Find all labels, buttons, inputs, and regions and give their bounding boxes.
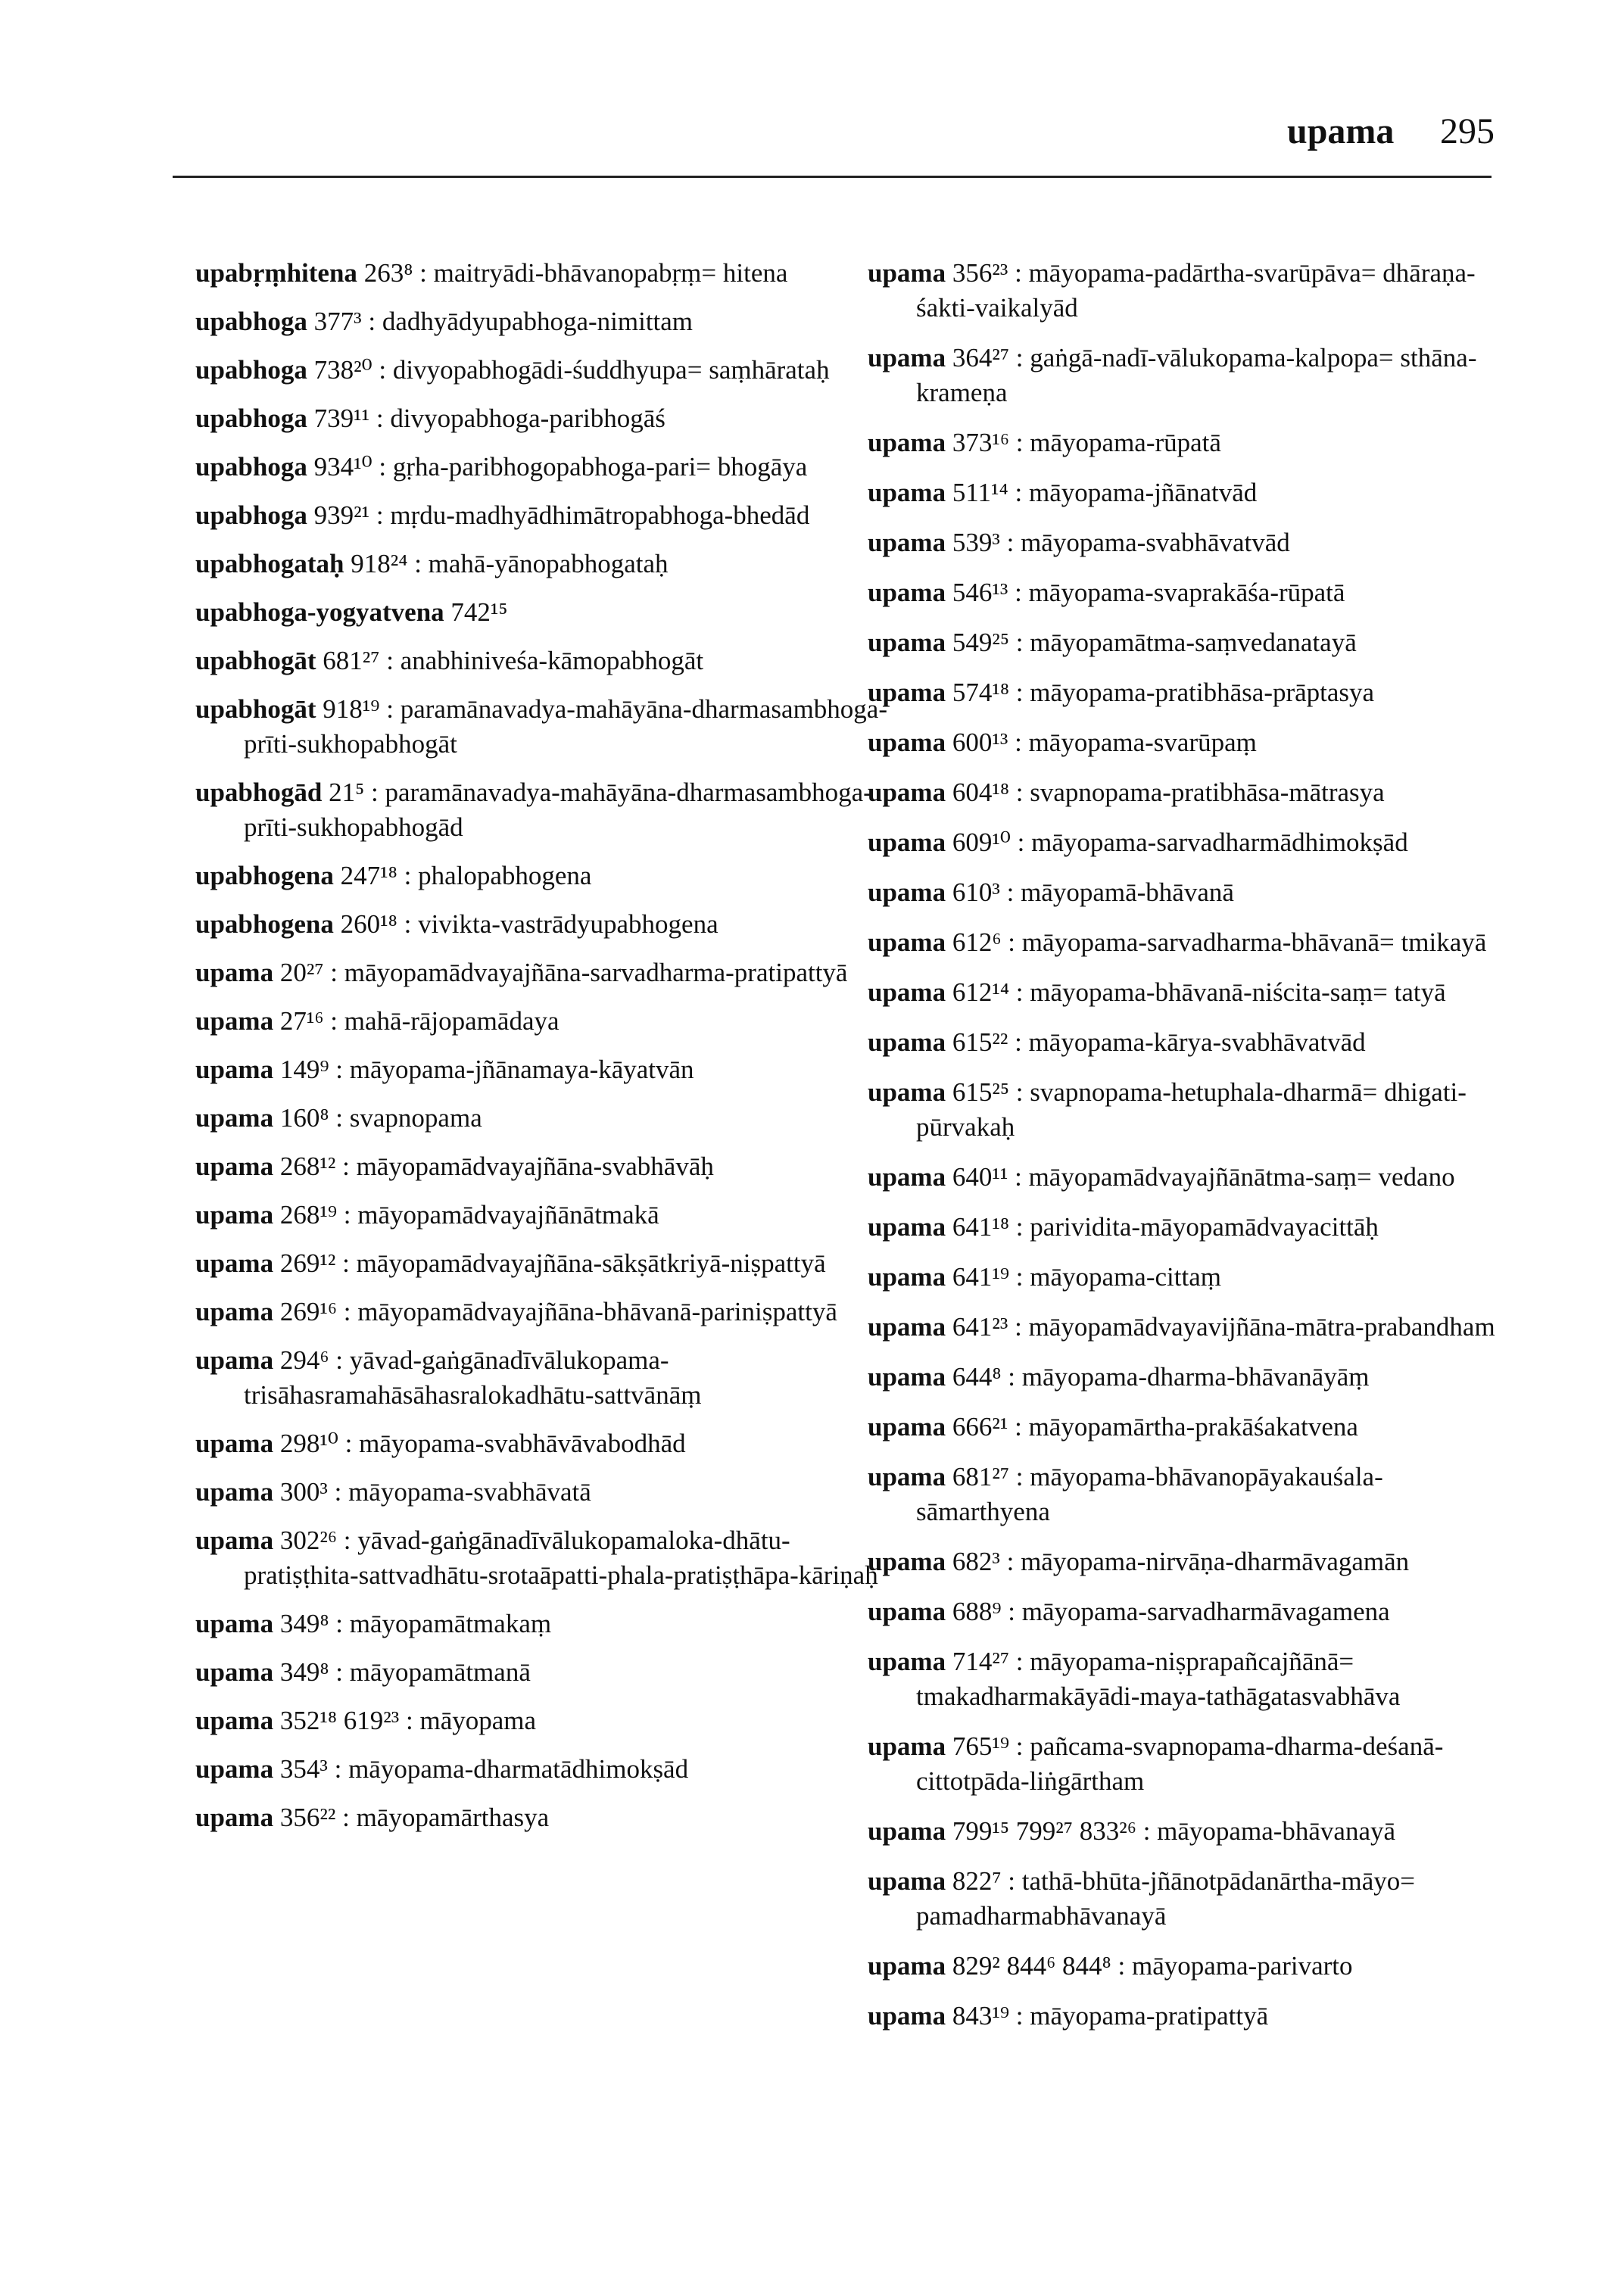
entry-reference: 20²⁷ <box>279 958 324 987</box>
entry-gloss: māyopamādvayavijñāna-mātra-prabandham <box>1028 1312 1495 1342</box>
entry-headword: upama <box>868 2001 946 2031</box>
entry-headword: upabhogāt <box>195 694 316 724</box>
entry-gloss: divyopabhoga-paribhogāś <box>390 404 665 433</box>
entry-gloss: phalopabhogena <box>418 861 592 890</box>
entry-gloss: māyopamādvayajñānātmakā <box>357 1200 659 1230</box>
index-entry: upama 843¹⁹ : māyopama-pratipattyā <box>868 2001 1269 2031</box>
entry-gloss: māyopamādvayajñānātma-saṃ= vedano <box>1028 1162 1455 1192</box>
entry-gloss: māyopama-pratibhāsa-prāptasya <box>1030 678 1375 707</box>
index-entry: upama 268¹² : māyopamādvayajñāna-svabhāvāḥ <box>195 1152 714 1181</box>
entry-reference: 681²⁷ <box>952 1462 1010 1491</box>
index-entry: upama 615²² : māyopama-kārya-svabhāvatvād <box>868 1027 1366 1057</box>
entry-reference: 615²⁵ <box>952 1077 1010 1107</box>
entry-reference: 149⁹ <box>279 1055 329 1084</box>
entry-headword: upama <box>868 1462 946 1491</box>
entry-reference: 843¹⁹ <box>952 2001 1010 2031</box>
entry-gloss: māyopamātmakaṃ <box>349 1609 552 1638</box>
index-entry: upama 600¹³ : māyopama-svarūpaṃ <box>868 728 1257 757</box>
entry-reference: 356²³ <box>952 258 1008 288</box>
entry-reference: 739¹¹ <box>313 404 370 433</box>
index-entry: upama 546¹³ : māyopama-svaprakāśa-rūpatā <box>868 578 1345 607</box>
entry-gloss: māyopama-bhāvanā-niścita-saṃ= tatyā <box>1030 977 1446 1007</box>
entry-gloss: māyopama-dharma-bhāvanāyāṃ <box>1021 1362 1370 1392</box>
entry-gloss: māyopamātma-saṃvedanatayā <box>1030 628 1357 657</box>
index-entry: upabṛṃhitena 263⁸ : maitryādi-bhāvanopabṛṃ= hitena <box>195 258 788 288</box>
entry-headword: upama <box>868 1412 946 1442</box>
entry-reference: 714²⁷ <box>952 1647 1010 1676</box>
entry-reference: 641¹⁸ <box>952 1212 1010 1242</box>
entry-headword: upama <box>195 1477 274 1507</box>
index-entry: upama 294⁶ : yāvad-gaṅgānadīvālukopama-trisāhasramahāsāhasralokadhātu-sattvānāṃ <box>195 1345 702 1410</box>
entry-reference: 539³ <box>952 528 1000 557</box>
entry-gloss: māyopama-cittaṃ <box>1030 1262 1221 1292</box>
index-entry: upama 269¹⁶ : māyopamādvayajñāna-bhāvanā-pariniṣpattyā <box>195 1297 837 1326</box>
index-entry: upama 822⁷ : tathā-bhūta-jñānotpādanārtha-māyo= pamadharmabhāvanayā <box>868 1866 1416 1931</box>
entry-headword: upama <box>868 1077 946 1107</box>
entry-gloss: yāvad-gaṅgānadīvālukopama-trisāhasramahāsāhasralokadhātu-sattvānāṃ <box>244 1345 702 1410</box>
entry-headword: upama <box>868 1212 946 1242</box>
index-entry: upama 268¹⁹ : māyopamādvayajñānātmakā <box>195 1200 659 1230</box>
entry-headword: upama <box>195 1706 274 1735</box>
entry-gloss: māyopama-dharmatādhimokṣād <box>348 1754 689 1784</box>
entry-gloss: tathā-bhūta-jñānotpādanārtha-māyo= pamadharmabhāvanayā <box>916 1866 1416 1931</box>
entry-headword: upama <box>868 628 946 657</box>
index-entry: upama 574¹⁸ : māyopama-pratibhāsa-prāptasya <box>868 678 1375 707</box>
entry-reference: 666²¹ <box>952 1412 1008 1442</box>
entry-gloss: māyopama-pratipattyā <box>1030 2001 1269 2031</box>
index-entry: upama 640¹¹ : māyopamādvayajñānātma-saṃ= vedano <box>868 1162 1455 1192</box>
entry-headword: upama <box>868 428 946 457</box>
entry-headword: upabhoga-yogyatvena <box>195 597 444 627</box>
entry-gloss: māyopama-kārya-svabhāvatvād <box>1028 1027 1366 1057</box>
page-number: 295 <box>1440 111 1495 151</box>
entry-headword: upama <box>195 1803 274 1832</box>
index-entry: upabhogataḥ 918²⁴ : mahā-yānopabhogataḥ <box>195 549 669 578</box>
entry-reference: 21⁵ <box>329 778 365 807</box>
entry-headword: upabhogataḥ <box>195 549 344 578</box>
left-column <box>195 256 899 1835</box>
entry-headword: upama <box>868 828 946 857</box>
entry-gloss: gaṅgā-nadī-vālukopama-kalpopa= sthāna-krameṇa <box>916 343 1477 407</box>
entry-gloss: vivikta-vastrādyupabhogena <box>418 909 718 939</box>
index-entry: upabhogād 21⁵ : paramānavadya-mahāyāna-dharmasambhoga-prīti-sukhopabhogād <box>195 778 872 842</box>
entry-reference: 300³ <box>279 1477 328 1507</box>
entry-gloss: māyopamādvayajñāna-svabhāvāḥ <box>356 1152 714 1181</box>
entry-reference: 247¹⁸ <box>340 861 397 890</box>
entry-gloss: māyopama-svabhāvatā <box>348 1477 591 1507</box>
index-entry: upama 644⁸ : māyopama-dharma-bhāvanāyāṃ <box>868 1362 1370 1392</box>
entry-headword: upama <box>868 1597 946 1626</box>
entry-headword: upama <box>195 1055 274 1084</box>
entry-gloss: māyopama <box>419 1706 537 1735</box>
entry-reference: 615²² <box>952 1027 1008 1057</box>
entry-reference: 364²⁷ <box>952 343 1010 372</box>
index-entry: upama 604¹⁸ : svapnopama-pratibhāsa-mātrasya <box>868 778 1385 807</box>
entry-reference: 644⁸ <box>952 1362 1002 1392</box>
entry-headword: upama <box>868 343 946 372</box>
entry-headword: upama <box>868 1951 946 1981</box>
entry-headword: upama <box>868 528 946 557</box>
entry-reference: 738²⁰ <box>313 355 372 385</box>
index-entry: upama 364²⁷ : gaṅgā-nadī-vālukopama-kalpopa= sthāna-krameṇa <box>868 343 1477 407</box>
entry-gloss: mahā-yānopabhogataḥ <box>428 549 669 578</box>
entry-reference: 546¹³ <box>952 578 1008 607</box>
entry-reference: 681²⁷ <box>323 646 380 675</box>
index-entry: upabhoga 934¹⁰ : gṛha-paribhogopabhoga-pari= bhogāya <box>195 452 808 482</box>
index-entry: upama 27¹⁶ : mahā-rājopamādaya <box>195 1006 560 1036</box>
index-entry: upama 609¹⁰ : māyopama-sarvadharmādhimokṣād <box>868 828 1408 857</box>
entry-reference: 160⁸ <box>279 1103 329 1133</box>
entry-gloss: māyopamātmanā <box>349 1657 531 1687</box>
index-entry: upabhogena 247¹⁸ : phalopabhogena <box>195 861 592 890</box>
entry-headword: upama <box>195 1006 274 1036</box>
entry-headword: upama <box>195 1152 274 1181</box>
entry-reference: 298¹⁰ <box>279 1429 338 1458</box>
entry-gloss: māyopama-svaprakāśa-rūpatā <box>1028 578 1345 607</box>
index-entry: upama 641¹⁸ : parividita-māyopamādvayacittāḥ <box>868 1212 1379 1242</box>
entry-reference: 600¹³ <box>952 728 1008 757</box>
index-entry: upabhoga 738²⁰ : divyopabhogādi-śuddhyupa= saṃhārataḥ <box>195 355 830 385</box>
entry-reference: 260¹⁸ <box>340 909 397 939</box>
entry-headword: upama <box>868 478 946 507</box>
entry-gloss: māyopama-bhāvanayā <box>1157 1816 1396 1846</box>
entry-gloss: yāvad-gaṅgānadīvālukopamaloka-dhātu-pratiṣṭhita-sattvadhātu-srotaāpatti-phala-pratiṣṭhāpa-kāriṇaḥ <box>244 1526 878 1590</box>
entry-headword: upama <box>195 1103 274 1133</box>
index-entry: upama 612¹⁴ : māyopama-bhāvanā-niścita-saṃ= tatyā <box>868 977 1446 1007</box>
entry-headword: upama <box>195 958 274 987</box>
index-entry: upama 352¹⁸ 619²³ : māyopama <box>195 1706 537 1735</box>
entry-headword: upama <box>868 1731 946 1761</box>
entry-headword: upama <box>195 1526 274 1555</box>
entry-reference: 688⁹ <box>952 1597 1002 1626</box>
entry-headword: upama <box>868 1362 946 1392</box>
entry-headword: upama <box>868 1547 946 1576</box>
entry-gloss: anabhiniveśa-kāmopabhogāt <box>400 646 704 675</box>
entry-headword: upama <box>195 1609 274 1638</box>
entry-gloss: māyopama-sarvadharma-bhāvanā= tmikayā <box>1021 927 1487 957</box>
entry-reference: 511¹⁴ <box>952 478 1008 507</box>
entry-gloss: māyopamādvayajñāna-sarvadharma-pratipattyā <box>344 958 848 987</box>
entry-gloss: svapnopama-hetuphala-dharmā= dhigati-pūrvakaḥ <box>916 1077 1467 1142</box>
entry-gloss: māyopama-rūpatā <box>1030 428 1221 457</box>
entry-headword: upama <box>195 1248 274 1278</box>
entry-gloss: māyopama-bhāvanopāyakauśala-sāmarthyena <box>916 1462 1383 1526</box>
entry-reference: 27¹⁶ <box>279 1006 324 1036</box>
entry-gloss: pañcama-svapnopama-dharma-deśanā-cittotpāda-liṅgārtham <box>916 1731 1444 1796</box>
entry-gloss: māyopama-niṣprapañcajñānā= tmakadharmakāyādi-maya-tathāgatasvabhāva <box>916 1647 1401 1711</box>
entry-reference: 263⁸ <box>363 258 413 288</box>
entry-headword: upama <box>868 1162 946 1192</box>
index-entry <box>195 595 899 630</box>
entry-gloss: māyopama-parivarto <box>1131 1951 1353 1981</box>
entry-headword: upama <box>868 678 946 707</box>
index-entry: upama 373¹⁶ : māyopama-rūpatā <box>868 428 1221 457</box>
entry-gloss: mṛdu-madhyādhimātropabhoga-bhedād <box>390 500 810 530</box>
entry-reference: 641²³ <box>952 1312 1008 1342</box>
entry-reference: 829² 844⁶ 844⁸ <box>952 1951 1111 1981</box>
entry-reference: 269¹⁶ <box>279 1297 338 1326</box>
entry-reference: 918¹⁹ <box>323 694 380 724</box>
entry-gloss: māyopamārthasya <box>356 1803 550 1832</box>
index-entry: upama 149⁹ : māyopama-jñānamaya-kāyatvān <box>195 1055 694 1084</box>
index-entry: upama 349⁸ : māyopamātmakaṃ <box>195 1609 552 1638</box>
index-entry: upama 302²⁶ : yāvad-gaṅgānadīvālukopamaloka-dhātu-pratiṣṭhita-sattvadhātu-srotaāpatti-phala-pratiṣṭhāpa-kāriṇaḥ <box>195 1526 878 1590</box>
index-entry: upama 681²⁷ : māyopama-bhāvanopāyakauśala-sāmarthyena <box>868 1462 1383 1526</box>
index-entry: upabhogāt 681²⁷ : anabhiniveśa-kāmopabhogāt <box>195 646 704 675</box>
entry-reference: 354³ <box>279 1754 328 1784</box>
entry-gloss: māyopama-svarūpaṃ <box>1028 728 1257 757</box>
entry-headword: upama <box>195 1345 274 1375</box>
index-entry: upama 549²⁵ : māyopamātma-saṃvedanatayā <box>868 628 1357 657</box>
entry-reference: 742¹⁵ <box>450 597 508 627</box>
index-entry: upama 765¹⁹ : pañcama-svapnopama-dharma-deśanā-cittotpāda-liṅgārtham <box>868 1731 1444 1796</box>
index-entry: upama 356²² : māyopamārthasya <box>195 1803 550 1832</box>
entry-reference: 918²⁴ <box>351 549 408 578</box>
entry-headword: upama <box>868 1262 946 1292</box>
entry-reference: 610³ <box>952 877 1000 907</box>
entry-gloss: māyopama-jñānamaya-kāyatvān <box>349 1055 694 1084</box>
entry-gloss: māyopama-sarvadharmādhimokṣād <box>1031 828 1408 857</box>
entry-gloss: māyopama-svabhāvāvabodhād <box>359 1429 686 1458</box>
entry-headword: upabhoga <box>195 404 307 433</box>
index-entry: upama 682³ : māyopama-nirvāṇa-dharmāvagamān <box>868 1547 1410 1576</box>
index-entry: upama 799¹⁵ 799²⁷ 833²⁶ : māyopama-bhāvanayā <box>868 1816 1396 1846</box>
index-entry: upama 641²³ : māyopamādvayavijñāna-mātra-prabandham <box>868 1312 1495 1342</box>
entry-reference: 268¹⁹ <box>279 1200 338 1230</box>
entry-headword: upama <box>868 578 946 607</box>
entry-reference: 373¹⁶ <box>952 428 1010 457</box>
entry-headword: upama <box>868 977 946 1007</box>
entry-headword: upama <box>868 1816 946 1846</box>
index-entry: upama 615²⁵ : svapnopama-hetuphala-dharmā= dhigati-pūrvakaḥ <box>868 1077 1467 1142</box>
entry-gloss: māyopamādvayajñāna-bhāvanā-pariniṣpattyā <box>357 1297 837 1326</box>
right-column <box>868 256 1504 2034</box>
entry-gloss: gṛha-paribhogopabhoga-pari= bhogāya <box>392 452 808 482</box>
entry-reference: 641¹⁹ <box>952 1262 1010 1292</box>
entry-headword: upama <box>868 877 946 907</box>
entry-headword: upama <box>868 778 946 807</box>
index-entry: upama 714²⁷ : māyopama-niṣprapañcajñānā= tmakadharmakāyādi-maya-tathāgatasvabhāva <box>868 1647 1401 1711</box>
entry-reference: 765¹⁹ <box>952 1731 1010 1761</box>
entry-reference: 349⁸ <box>279 1609 329 1638</box>
entry-reference: 939²¹ <box>313 500 370 530</box>
entry-reference: 356²² <box>279 1803 336 1832</box>
entry-gloss: svapnopama <box>349 1103 482 1133</box>
index-entry: upama 300³ : māyopama-svabhāvatā <box>195 1477 591 1507</box>
entry-headword: upama <box>868 1647 946 1676</box>
entry-headword: upabhogena <box>195 861 334 890</box>
entry-reference: 682³ <box>952 1547 1000 1576</box>
entry-headword: upabhogena <box>195 909 334 939</box>
entry-headword: upabhoga <box>195 307 307 336</box>
entry-headword: upama <box>195 1429 274 1458</box>
index-entry: upama 829² 844⁶ 844⁸ : māyopama-parivarto <box>868 1951 1353 1981</box>
entry-headword: upama <box>195 1297 274 1326</box>
entry-gloss: paramānavadya-mahāyāna-dharmasambhoga-prīti-sukhopabhogāt <box>244 694 887 759</box>
entry-headword: upama <box>195 1657 274 1687</box>
entry-gloss: mahā-rājopamādaya <box>344 1006 560 1036</box>
entry-gloss: māyopama-padārtha-svarūpāva= dhāraṇa-śakti-vaikalyād <box>916 258 1476 323</box>
index-entry: upama 666²¹ : māyopamārtha-prakāśakatvena <box>868 1412 1358 1442</box>
entry-gloss: divyopabhogādi-śuddhyupa= saṃhārataḥ <box>392 355 830 385</box>
entry-reference: 934¹⁰ <box>313 452 372 482</box>
entry-headword: upama <box>868 728 946 757</box>
index-entry: upama 688⁹ : māyopama-sarvadharmāvagamena <box>868 1597 1390 1626</box>
index-entry: upabhogāt 918¹⁹ : paramānavadya-mahāyāna-dharmasambhoga-prīti-sukhopabhogāt <box>195 694 887 759</box>
entry-gloss: parividita-māyopamādvayacittāḥ <box>1030 1212 1379 1242</box>
entry-gloss: māyopamādvayajñāna-sākṣātkriyā-niṣpattyā <box>356 1248 826 1278</box>
index-entry: upabhoga 739¹¹ : divyopabhoga-paribhogāś <box>195 404 665 433</box>
entry-headword: upabhogāt <box>195 646 316 675</box>
entry-gloss: dadhyādyupabhoga-nimittam <box>382 307 694 336</box>
entry-reference: 822⁷ <box>952 1866 1002 1896</box>
entry-reference: 574¹⁸ <box>952 678 1010 707</box>
entry-gloss: māyopamārtha-prakāśakatvena <box>1028 1412 1358 1442</box>
index-entry: upabhoga 377³ : dadhyādyupabhoga-nimittam <box>195 307 694 336</box>
entry-headword: upabṛṃhitena <box>195 258 357 288</box>
entry-headword: upama <box>195 1200 274 1230</box>
entry-reference: 294⁶ <box>279 1345 329 1375</box>
entry-gloss: māyopama-svabhāvatvād <box>1021 528 1290 557</box>
entry-reference: 352¹⁸ 619²³ <box>279 1706 400 1735</box>
index-entry: upama 511¹⁴ : māyopama-jñānatvād <box>868 478 1258 507</box>
entry-reference: 549²⁵ <box>952 628 1010 657</box>
index-entry: upabhogena 260¹⁸ : vivikta-vastrādyupabhogena <box>195 909 718 939</box>
entry-reference: 612⁶ <box>952 927 1002 957</box>
entry-headword: upama <box>868 927 946 957</box>
running-head-word: upama <box>1287 111 1395 151</box>
entry-reference: 349⁸ <box>279 1657 329 1687</box>
header-rule <box>173 176 1492 178</box>
entry-reference: 302²⁶ <box>279 1526 338 1555</box>
entry-headword: upabhogād <box>195 778 323 807</box>
index-entry: upama 356²³ : māyopama-padārtha-svarūpāva= dhāraṇa-śakti-vaikalyād <box>868 258 1476 323</box>
index-entry: upama 269¹² : māyopamādvayajñāna-sākṣātkriyā-niṣpattyā <box>195 1248 826 1278</box>
entry-reference: 799¹⁵ 799²⁷ 833²⁶ <box>952 1816 1136 1846</box>
entry-gloss: māyopamā-bhāvanā <box>1021 877 1234 907</box>
index-entry: upama 160⁸ : svapnopama <box>195 1103 482 1133</box>
entry-reference: 269¹² <box>279 1248 336 1278</box>
entry-headword: upama <box>868 1027 946 1057</box>
entry-reference: 640¹¹ <box>952 1162 1008 1192</box>
index-entry: upabhoga 939²¹ : mṛdu-madhyādhimātropabhoga-bhedād <box>195 500 810 530</box>
index-entry: upama 641¹⁹ : māyopama-cittaṃ <box>868 1262 1221 1292</box>
index-entry: upama 349⁸ : māyopamātmanā <box>195 1657 531 1687</box>
entry-gloss: maitryādi-bhāvanopabṛṃ= hitena <box>433 258 788 288</box>
entry-headword: upabhoga <box>195 500 307 530</box>
entry-reference: 609¹⁰ <box>952 828 1011 857</box>
index-entry: upama 539³ : māyopama-svabhāvatvād <box>868 528 1290 557</box>
index-entry: upama 610³ : māyopamā-bhāvanā <box>868 877 1234 907</box>
entry-headword: upama <box>195 1754 274 1784</box>
index-entry: upama 20²⁷ : māyopamādvayajñāna-sarvadharma-pratipattyā <box>195 958 848 987</box>
entry-reference: 268¹² <box>279 1152 336 1181</box>
entry-reference: 604¹⁸ <box>952 778 1010 807</box>
entry-gloss: paramānavadya-mahāyāna-dharmasambhoga-prīti-sukhopabhogād <box>244 778 872 842</box>
entry-headword: upama <box>868 1866 946 1896</box>
index-entry: upama 612⁶ : māyopama-sarvadharma-bhāvanā= tmikayā <box>868 927 1487 957</box>
entry-headword: upama <box>868 1312 946 1342</box>
entry-gloss: māyopama-sarvadharmāvagamena <box>1021 1597 1390 1626</box>
entry-gloss: svapnopama-pratibhāsa-mātrasya <box>1030 778 1385 807</box>
entry-reference: 377³ <box>313 307 362 336</box>
entry-headword: upabhoga <box>195 355 307 385</box>
entry-reference: 612¹⁴ <box>952 977 1010 1007</box>
entry-gloss: māyopama-nirvāṇa-dharmāvagamān <box>1021 1547 1410 1576</box>
entry-gloss: māyopama-jñānatvād <box>1028 478 1258 507</box>
entry-headword: upama <box>868 258 946 288</box>
index-entry: upama 298¹⁰ : māyopama-svabhāvāvabodhād <box>195 1429 686 1458</box>
entry-headword: upabhoga <box>195 452 307 482</box>
index-entry: upama 354³ : māyopama-dharmatādhimokṣād <box>195 1754 689 1784</box>
